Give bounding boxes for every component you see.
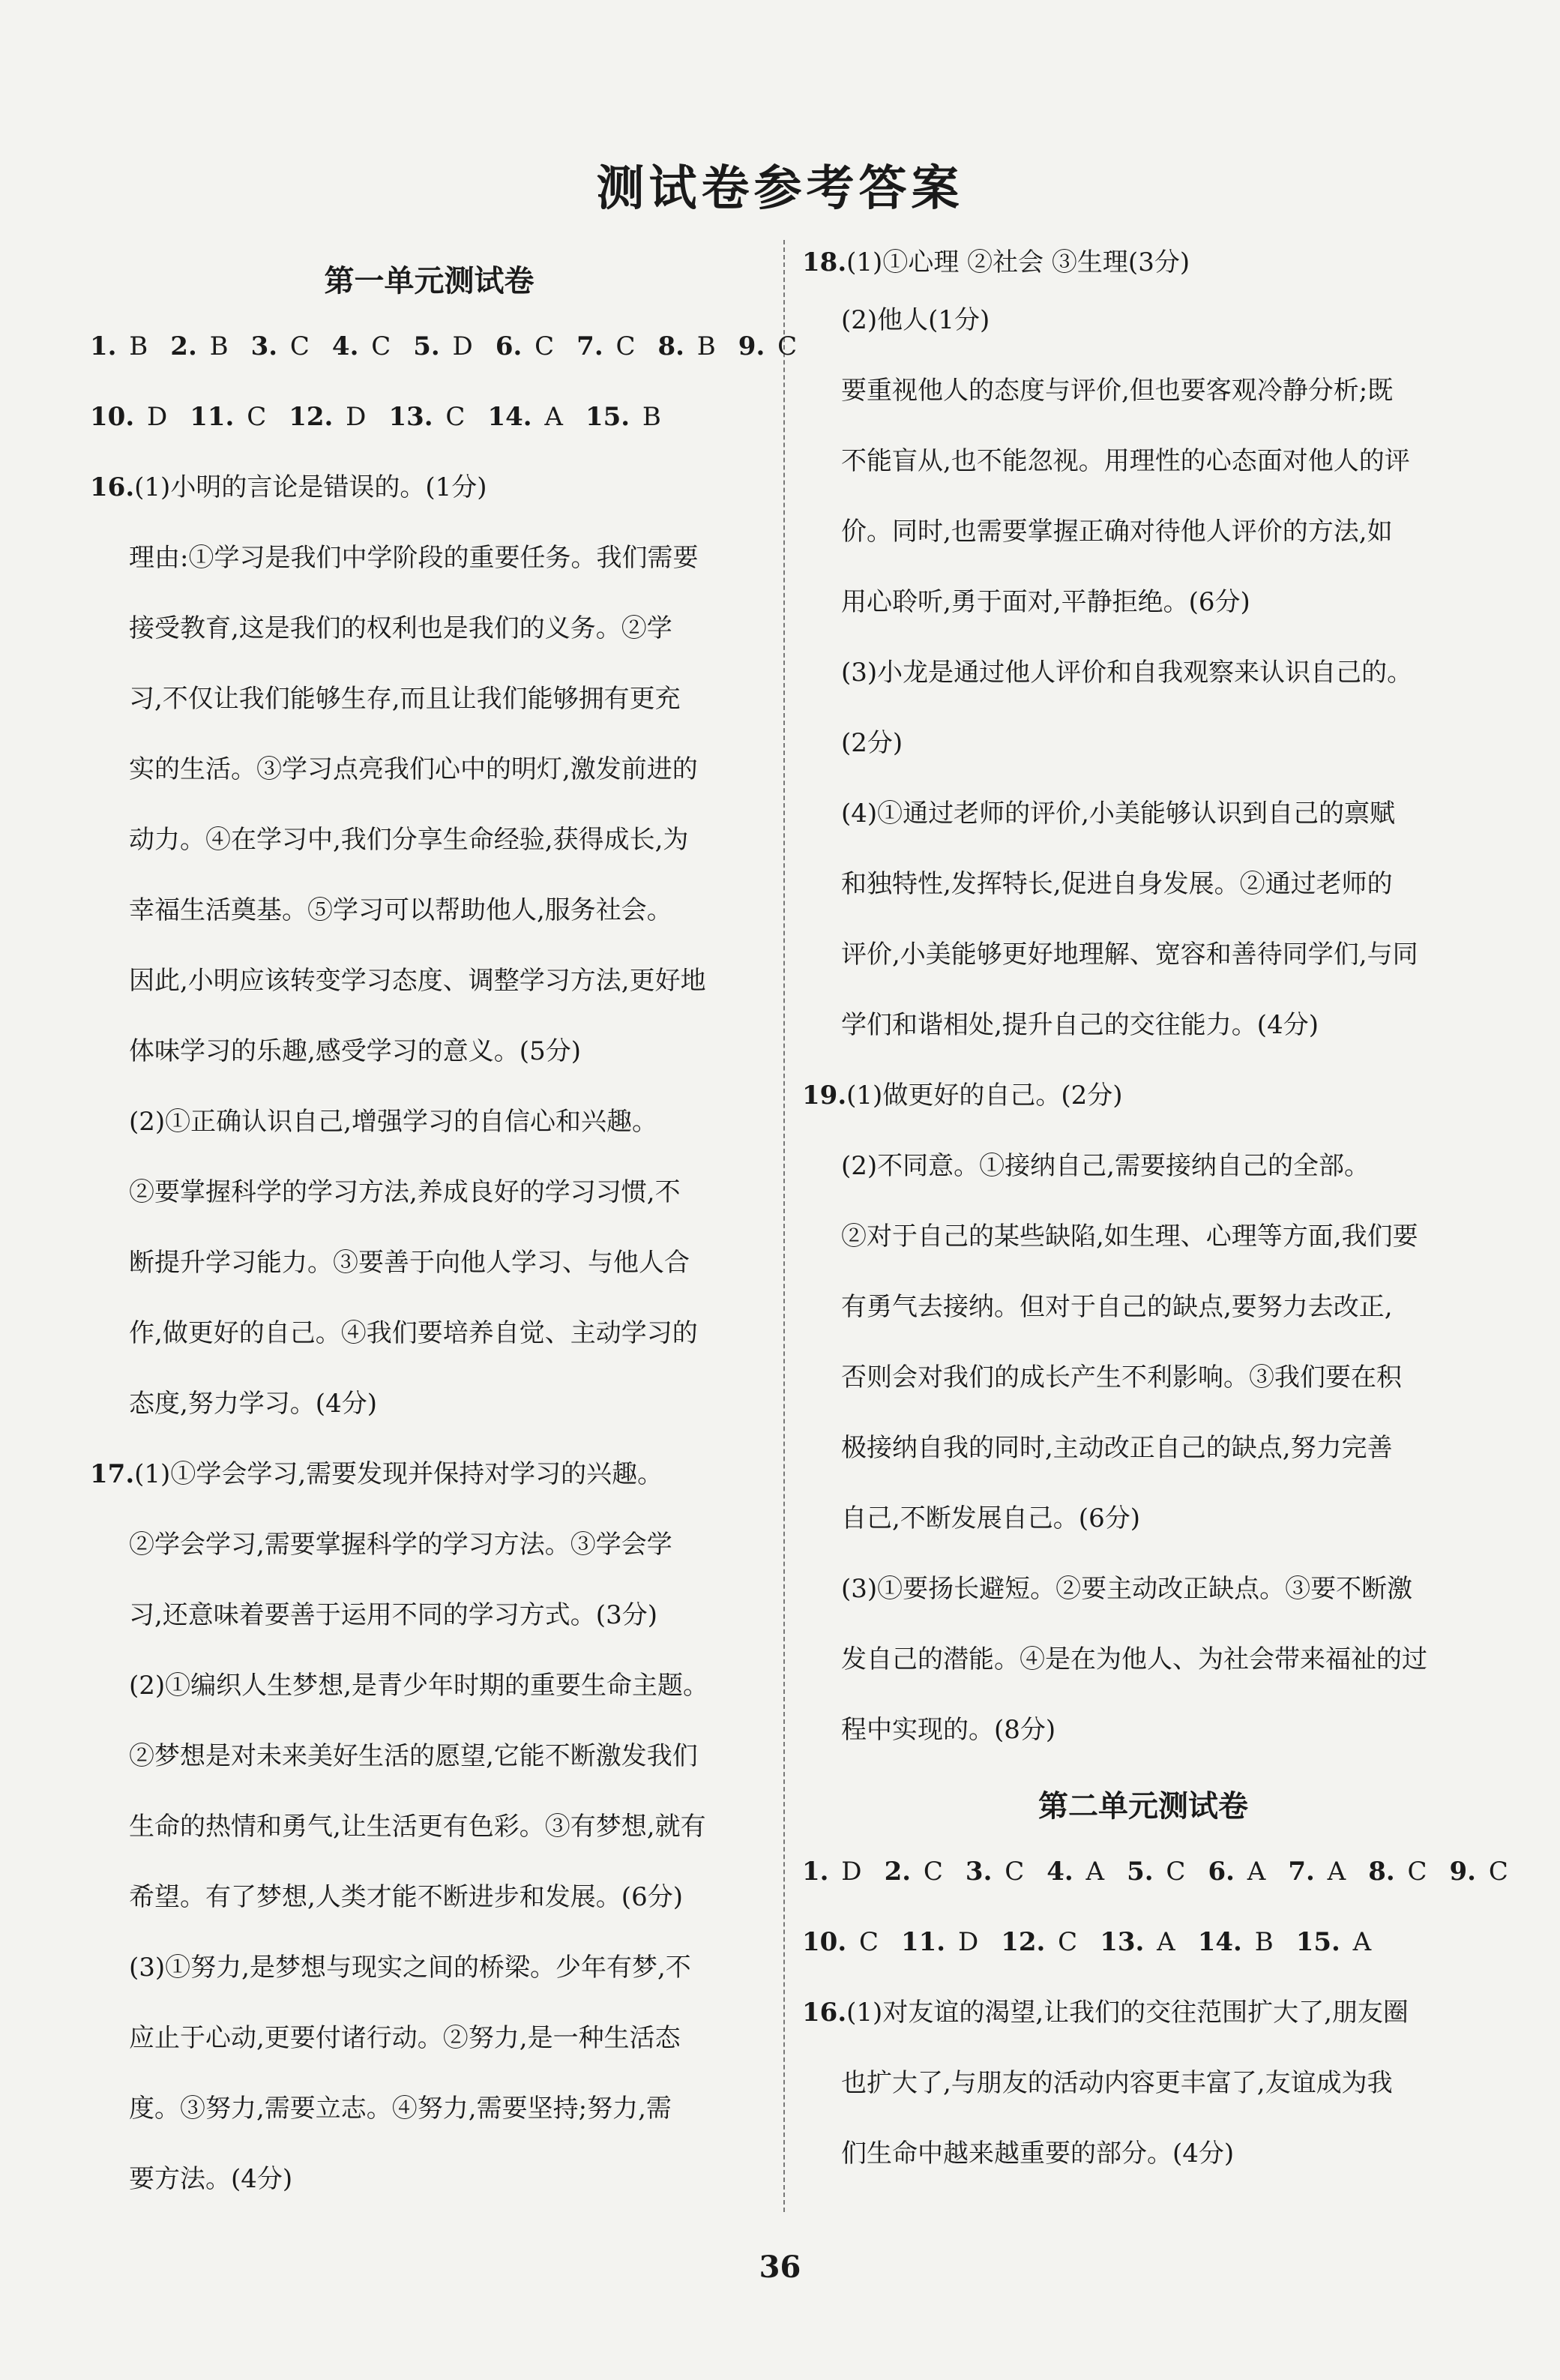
question-number: 17. bbox=[90, 1459, 135, 1489]
mc-choice: C bbox=[911, 1857, 943, 1887]
answer-line: 接受教育,这是我们的权利也是我们的义务。②学 bbox=[129, 613, 672, 643]
mc-choice: B bbox=[630, 402, 661, 432]
mc-answer bbox=[496, 331, 554, 361]
mc-choice: C bbox=[277, 331, 310, 361]
mc-choice: A bbox=[1314, 1857, 1346, 1887]
mc-choice: C bbox=[358, 331, 391, 361]
answer-text: (1)对友谊的渴望,让我们的交往范围扩大了,朋友圈 bbox=[846, 1998, 1409, 2028]
mc-answer bbox=[90, 331, 148, 361]
mc-number: 11. bbox=[190, 402, 235, 432]
answer-line: 有勇气去接纳。但对于自己的缺点,要努力去改正, bbox=[841, 1292, 1393, 1322]
unit2-q16-body bbox=[802, 2048, 1484, 2189]
mc-choice: C bbox=[1045, 1927, 1078, 1957]
answer-line: (2)不同意。①接纳自己,需要接纳自己的全部。 bbox=[841, 1151, 1370, 1181]
answer-text: (1)小明的言论是错误的。(1分) bbox=[134, 472, 487, 502]
answer-line: 生命的热情和勇气,让生活更有色彩。③有梦想,就有 bbox=[129, 1812, 706, 1842]
mc-number: 4. bbox=[331, 331, 359, 361]
mc-number: 14. bbox=[487, 402, 532, 432]
mc-choice: B bbox=[196, 331, 229, 361]
mc-number: 5. bbox=[1127, 1857, 1154, 1887]
mc-answer bbox=[885, 1857, 943, 1887]
mc-answer bbox=[1288, 1857, 1346, 1887]
answer-line: (3)①努力,是梦想与现实之间的桥梁。少年有梦,不 bbox=[129, 1953, 691, 1983]
mc-choice: B bbox=[1241, 1927, 1274, 1957]
answer-line: (2)①正确认识自己,增强学习的自信心和兴趣。 bbox=[129, 1107, 657, 1137]
mc-choice: A bbox=[1340, 1927, 1372, 1957]
mc-answer bbox=[487, 402, 563, 432]
mc-choice: B bbox=[684, 331, 716, 361]
mc-answer bbox=[901, 1927, 978, 1957]
question-number: 16. bbox=[802, 1998, 847, 2028]
left-column bbox=[90, 240, 798, 2214]
mc-answer bbox=[1046, 1857, 1104, 1887]
mc-answer bbox=[1100, 1927, 1175, 1957]
mc-answer bbox=[332, 331, 391, 361]
mc-answer bbox=[738, 331, 797, 361]
mc-choice: C bbox=[522, 331, 555, 361]
mc-answer bbox=[585, 402, 661, 432]
page-number: 36 bbox=[759, 2250, 801, 2285]
mc-choice: D bbox=[945, 1927, 979, 1957]
mc-number: 6. bbox=[495, 331, 522, 361]
mc-answer bbox=[576, 331, 635, 361]
mc-choice: D bbox=[828, 1857, 862, 1887]
mc-answer bbox=[1208, 1857, 1265, 1887]
answer-line: (3)小龙是通过他人评价和自我观察来认识自己的。 bbox=[841, 658, 1413, 688]
question-number: 16. bbox=[90, 472, 135, 502]
mc-number: 9. bbox=[1449, 1857, 1477, 1887]
answer-line: 和独特性,发挥特长,促进自身发展。②通过老师的 bbox=[841, 869, 1393, 899]
mc-choice: C bbox=[433, 402, 466, 432]
answer-line: 自己,不断发展自己。(6分) bbox=[841, 1503, 1140, 1533]
unit1-q17-first-line bbox=[90, 1439, 768, 1509]
mc-number: 2. bbox=[884, 1857, 912, 1887]
mc-number: 1. bbox=[802, 1857, 829, 1887]
mc-number: 7. bbox=[576, 331, 603, 361]
mc-choice: D bbox=[134, 402, 168, 432]
mc-answer bbox=[1368, 1857, 1427, 1887]
mc-choice: C bbox=[846, 1927, 879, 1957]
mc-choice: A bbox=[1073, 1857, 1105, 1887]
unit1-q16-first-line bbox=[90, 452, 768, 523]
mc-answer bbox=[1001, 1927, 1077, 1957]
answer-line: 要方法。(4分) bbox=[129, 2164, 293, 2194]
q18-first-line bbox=[802, 240, 1484, 285]
q18-body bbox=[802, 285, 1484, 1060]
answer-line: 发自己的潜能。④是在为他人、为社会带来福祉的过 bbox=[841, 1644, 1427, 1674]
mc-answer bbox=[190, 402, 266, 432]
answer-line: 不能盲从,也不能忽视。用理性的心态面对他人的评 bbox=[841, 446, 1410, 476]
answer-line: ②学会学习,需要掌握科学的学习方法。③学会学 bbox=[129, 1530, 672, 1560]
mc-number: 12. bbox=[1001, 1927, 1046, 1957]
mc-answer bbox=[1198, 1927, 1274, 1957]
unit1-mc-row2 bbox=[90, 382, 768, 452]
mc-answer bbox=[1450, 1857, 1508, 1887]
answer-line: ②要掌握科学的学习方法,养成良好的学习习惯,不 bbox=[129, 1177, 681, 1207]
mc-number: 15. bbox=[585, 402, 630, 432]
mc-number: 10. bbox=[90, 402, 135, 432]
mc-answer bbox=[388, 402, 465, 432]
answer-text: (1)①学会学习,需要发现并保持对学习的兴趣。 bbox=[134, 1459, 663, 1489]
answer-line: 们生命中越来越重要的部分。(4分) bbox=[841, 2139, 1235, 2169]
answer-line: 评价,小美能够更好地理解、宽容和善待同学们,与同 bbox=[841, 940, 1418, 970]
mc-answer bbox=[289, 402, 366, 432]
mc-number: 8. bbox=[657, 331, 684, 361]
mc-number: 13. bbox=[1100, 1927, 1145, 1957]
mc-answer bbox=[802, 1857, 862, 1887]
q19-body bbox=[802, 1131, 1484, 1765]
answer-line: 态度,努力学习。(4分) bbox=[129, 1389, 377, 1419]
answer-line: 极接纳自我的同时,主动改正自己的缺点,努力完善 bbox=[841, 1433, 1393, 1463]
mc-choice: C bbox=[1153, 1857, 1186, 1887]
answer-line: 习,不仅让我们能够生存,而且让我们能够拥有更充 bbox=[129, 684, 681, 714]
mc-answer bbox=[966, 1857, 1024, 1887]
question-number: 19. bbox=[802, 1081, 847, 1111]
answer-line: 用心聆听,勇于面对,平静拒绝。(6分) bbox=[841, 587, 1250, 617]
mc-number: 13. bbox=[388, 402, 433, 432]
answer-line: 作,做更好的自己。④我们要培养自觉、主动学习的 bbox=[129, 1318, 698, 1348]
mc-answer bbox=[413, 331, 473, 361]
mc-answer bbox=[90, 402, 167, 432]
mc-number: 14. bbox=[1197, 1927, 1242, 1957]
answer-line: 度。③努力,需要立志。④努力,需要坚持;努力,需 bbox=[129, 2094, 672, 2124]
mc-number: 1. bbox=[90, 331, 117, 361]
answer-line: 因此,小明应该转变学习态度、调整学习方法,更好地 bbox=[129, 966, 706, 996]
mc-choice: C bbox=[992, 1857, 1025, 1887]
mc-answer bbox=[657, 331, 715, 361]
answer-line: 理由:①学习是我们中学阶段的重要任务。我们需要 bbox=[129, 543, 699, 573]
mc-choice: C bbox=[1476, 1857, 1508, 1887]
mc-choice: A bbox=[1144, 1927, 1175, 1957]
mc-choice: D bbox=[439, 331, 473, 361]
unit1-q17-body bbox=[90, 1509, 768, 2214]
answer-line: 动力。④在学习中,我们分享生命经验,获得成长,为 bbox=[129, 825, 689, 855]
answer-line: 要重视他人的态度与评价,但也要客观冷静分析;既 bbox=[841, 376, 1394, 406]
unit2-heading: 第二单元测试卷 bbox=[1038, 1788, 1248, 1824]
unit2-mc-row1 bbox=[802, 1836, 1508, 1907]
answer-line: 断提升学习能力。③要善于向他人学习、与他人合 bbox=[129, 1248, 690, 1278]
mc-number: 3. bbox=[965, 1857, 993, 1887]
mc-number: 10. bbox=[802, 1927, 847, 1957]
mc-answer bbox=[1296, 1927, 1372, 1957]
answer-line: (3)①要扬长避短。②要主动改正缺点。③要不断激 bbox=[841, 1574, 1413, 1604]
mc-answer bbox=[802, 1927, 879, 1957]
answer-line: 学们和谐相处,提升自己的交往能力。(4分) bbox=[841, 1010, 1319, 1040]
mc-number: 12. bbox=[289, 402, 334, 432]
mc-number: 15. bbox=[1295, 1927, 1340, 1957]
answer-line: 程中实现的。(8分) bbox=[841, 1715, 1056, 1745]
question-number: 18. bbox=[802, 247, 847, 277]
answer-line: 体味学习的乐趣,感受学习的意义。(5分) bbox=[129, 1036, 581, 1066]
answer-line: (2分) bbox=[841, 728, 903, 758]
q19-first-line bbox=[802, 1060, 1484, 1131]
mc-answer bbox=[170, 331, 228, 361]
unit1-mc-row1 bbox=[90, 311, 798, 382]
unit2-q16-first-line bbox=[802, 1977, 1484, 2048]
answer-text: (1)①心理 ②社会 ③生理(3分) bbox=[846, 247, 1190, 277]
mc-number: 4. bbox=[1046, 1857, 1073, 1887]
mc-number: 11. bbox=[900, 1927, 946, 1957]
answer-line: 习,还意味着要善于运用不同的学习方式。(3分) bbox=[129, 1600, 657, 1630]
unit2-mc-row2 bbox=[802, 1907, 1484, 1977]
mc-answer bbox=[1127, 1857, 1185, 1887]
unit1-q16-body bbox=[90, 523, 768, 1439]
mc-number: 7. bbox=[1288, 1857, 1315, 1887]
answer-line: ②对于自己的某些缺陷,如生理、心理等方面,我们要 bbox=[841, 1221, 1418, 1251]
mc-choice: D bbox=[333, 402, 367, 432]
mc-number: 8. bbox=[1368, 1857, 1395, 1887]
answer-line: 价。同时,也需要掌握正确对待他人评价的方法,如 bbox=[841, 517, 1393, 547]
mc-number: 9. bbox=[738, 331, 765, 361]
answer-line: 否则会对我们的成长产生不利影响。③我们要在积 bbox=[841, 1362, 1402, 1392]
mc-choice: C bbox=[765, 331, 798, 361]
mc-choice: C bbox=[603, 331, 636, 361]
mc-choice: C bbox=[234, 402, 267, 432]
right-column bbox=[802, 240, 1508, 2189]
answer-line: 希望。有了梦想,人类才能不断进步和发展。(6分) bbox=[129, 1882, 683, 1912]
answer-line: (2)①编织人生梦想,是青少年时期的重要生命主题。 bbox=[129, 1671, 708, 1701]
answer-line: (4)①通过老师的评价,小美能够认识到自己的禀赋 bbox=[841, 799, 1395, 829]
mc-number: 3. bbox=[250, 331, 278, 361]
answer-line: (2)他人(1分) bbox=[841, 305, 990, 335]
mc-choice: C bbox=[1394, 1857, 1427, 1887]
answer-line: 实的生活。③学习点亮我们心中的明灯,激发前进的 bbox=[129, 754, 698, 784]
page-title: 测试卷参考答案 bbox=[596, 160, 964, 217]
answer-line: ②梦想是对未来美好生活的愿望,它能不断激发我们 bbox=[129, 1741, 698, 1771]
column-divider bbox=[783, 240, 785, 2212]
answer-line: 幸福生活奠基。⑤学习可以帮助他人,服务社会。 bbox=[129, 895, 672, 925]
mc-number: 2. bbox=[170, 331, 197, 361]
answer-line: 应止于心动,更要付诸行动。②努力,是一种生活态 bbox=[129, 2023, 681, 2053]
mc-answer bbox=[251, 331, 310, 361]
mc-choice: B bbox=[116, 331, 148, 361]
mc-choice: A bbox=[1234, 1857, 1266, 1887]
answer-text: (1)做更好的自己。(2分) bbox=[846, 1081, 1123, 1111]
mc-choice: A bbox=[531, 402, 563, 432]
unit1-heading: 第一单元测试卷 bbox=[324, 263, 534, 298]
mc-number: 5. bbox=[413, 331, 440, 361]
answer-line: 也扩大了,与朋友的活动内容更丰富了,友谊成为我 bbox=[841, 2068, 1393, 2098]
mc-number: 6. bbox=[1208, 1857, 1235, 1887]
